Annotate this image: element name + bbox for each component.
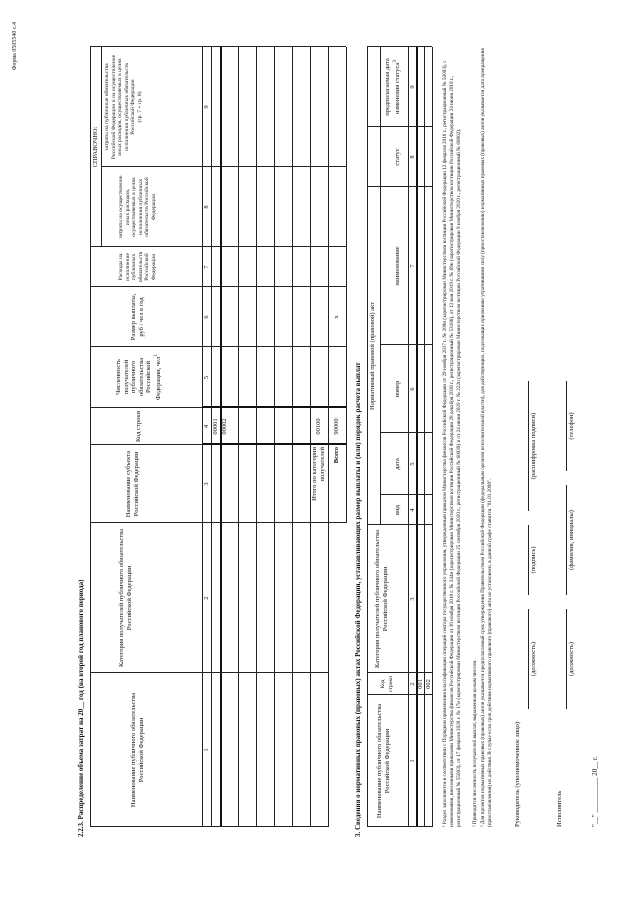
s3-colnum-2: 2 bbox=[409, 682, 416, 686]
s22-colnum-4: 4 bbox=[203, 424, 210, 429]
s22-colnum-9: 9 bbox=[203, 105, 210, 109]
head-label: Руководитель (уполномоченное лицо) bbox=[514, 721, 521, 827]
executor-position-caption: (должность) bbox=[568, 641, 575, 677]
s3-header-status-date: предполагаемая дата изменения статуса$^3$ bbox=[384, 58, 401, 116]
s3-colnum-3: 3 bbox=[409, 597, 416, 601]
form-label: Форма 0505540 с.4 bbox=[12, 22, 18, 71]
s3-header-status: статус bbox=[394, 148, 401, 166]
s22-row-code: 00001 bbox=[212, 418, 219, 435]
head-position-caption: (должность) bbox=[530, 641, 537, 677]
s22-total-category-label: Итого по категории получателей bbox=[311, 447, 326, 501]
s22-header-obligation: Наименование публичного обязательства Российской Федерации bbox=[130, 692, 145, 808]
s22-colnum-5: 5 bbox=[203, 375, 210, 380]
s22-header-other-costs: затраты на осуществление иных расходов, осуществляемых в целях исполнения публичных обязательств Российской Федерации bbox=[118, 175, 157, 239]
s22-colnum-2: 2 bbox=[203, 596, 210, 600]
s3-header-name: наименование bbox=[394, 246, 401, 286]
footnote-1: ¹ Раздел заполняется в соответствии с Порядком применения классификации операций сектора государственного управления, утвержденным приказом Министерства финансов Российской Федерации от 29 ноября 2017 г. № 209н (зарегистрирован Министерством юстиции Российской Федерации 12 февраля 2018 г., регистрационный № 50003), с изменениями, внесенными приказами Министерства финансов Российской Федерации от 30 ноября 2018 г. № 244н (зарегистрирован Министерством юстиции Российской Федерации 28 декабря 2018 г., регистрационный № 53188), от 13 мая 2019 г. № 69н (зарегистрирован Министерством юстиции Российской Федерации 24 июня 2019 г., регистрационный № 55003), от 17 февраля 2020 г. № 17н (зарегистрирован Министерством юстиции Российской Федерации 25 сентября 2020 г., регистрационный № 60039) и от 24 июня 2020 г. № 222н (зарегистрирован Министерством юстиции Российской Федерации 9 ноября 2020 г., регистрационный № 60802). bbox=[442, 60, 462, 827]
s22-total-category-code: 00100 bbox=[315, 418, 322, 435]
s22-grand-total-label: Всего bbox=[333, 447, 340, 464]
s22-row-code: 00002 bbox=[221, 418, 228, 435]
s22-colnum-6: 6 bbox=[203, 315, 210, 319]
s22-colnum-1: 1 bbox=[203, 748, 210, 752]
s3-header-number: номер bbox=[394, 380, 401, 398]
s3-colnum-8: 8 bbox=[409, 155, 416, 159]
s22-header-total-costs: затраты на публичные обязательства Российской Федерации и на осуществление иных расходов, осуществляемых в целях исполнения публичных обязательств Российской Федерации (гр. 7 + гр. 8) bbox=[104, 54, 143, 160]
executor-phone-caption: (телефон) bbox=[568, 412, 575, 440]
s3-header-obligation: Наименование публичного обязательства Российской Федерации bbox=[376, 703, 391, 819]
s3-colnum-7: 7 bbox=[409, 264, 416, 268]
s3-header-act: Нормативный правовой (правовой) акт bbox=[369, 302, 376, 410]
s3-header-code: Код строки bbox=[380, 675, 394, 693]
s3-row-code: 001 bbox=[417, 679, 424, 689]
s22-header-subject: Наименование субъекта Российской Федерации bbox=[125, 450, 140, 518]
s3-colnum-9: 9 bbox=[409, 85, 416, 89]
s3-header-category: Категория получателей публичного обязательства Российской Федерации bbox=[374, 530, 389, 668]
s22-header-expenses: Расходы на исполнение публичных обязательств Российской Федерации bbox=[118, 251, 157, 283]
footnote-3: ³ Для проектов нормативных правовых (правовых) актов указывается предполагаемый срок утверждения Правительством Российской Федерации (федеральным органом исполнительной власти), для действующих, подлежащих признанию утратившими силу (приостановлению) нормативных правовых (правовых) актов указывается дата прекращения (приостановления) их действия. В случае если срок действия нормативного правового (правового) акта не установлен, в данной графе ставится "01.01.2099". bbox=[480, 48, 493, 827]
footnote-2: ² Приводится численность получателей выплат, выраженная целым числом. bbox=[472, 659, 478, 827]
date-line: "__" __________ 20__ г. bbox=[591, 756, 599, 827]
head-signature-caption: (подпись) bbox=[530, 546, 537, 574]
s3-colnum-1: 1 bbox=[409, 759, 416, 763]
section-3-title: 3. Сведения о нормативных правовых (правовых) актах Российской Федерации, устанавливающих размер выплаты и (или) порядок расчета выплат bbox=[354, 362, 362, 837]
s22-colnum-8: 8 bbox=[203, 205, 210, 209]
s3-row-code: 002 bbox=[425, 679, 432, 689]
s3-header-type: вид bbox=[394, 505, 401, 515]
s22-header-count: Численность получателей публичного обязательства Российской Федерации, чел$^1$ bbox=[115, 353, 162, 401]
executor-label: Исполнитель bbox=[556, 790, 563, 827]
s22-header-category: Категория получателей публичного обязательства Российской Федерации bbox=[118, 529, 133, 667]
executor-fio-caption: (фамилия, инициалы) bbox=[568, 510, 575, 570]
s22-header-reference: СПРАВОЧНО: bbox=[92, 126, 99, 168]
s3-header-date: дата bbox=[394, 458, 401, 470]
s3-colnum-6: 6 bbox=[409, 387, 416, 391]
s22-cross-mark: x bbox=[333, 315, 340, 319]
s22-header-code: Код строки bbox=[135, 411, 142, 442]
s22-colnum-7: 7 bbox=[203, 265, 210, 269]
s22-header-payment: Размер выплаты, руб / чел в год bbox=[130, 293, 145, 341]
s3-colnum-5: 5 bbox=[409, 462, 416, 466]
s22-grand-total-code: 90000 bbox=[333, 418, 340, 435]
s22-colnum-3: 3 bbox=[203, 482, 210, 486]
section-2-2-3-title: 2.2.3. Распределение объема затрат на 20__ год (на второй год планового периода) bbox=[77, 579, 85, 837]
head-decoding-caption: (расшифровка подписи) bbox=[530, 412, 537, 480]
s3-colnum-4: 4 bbox=[409, 508, 416, 512]
